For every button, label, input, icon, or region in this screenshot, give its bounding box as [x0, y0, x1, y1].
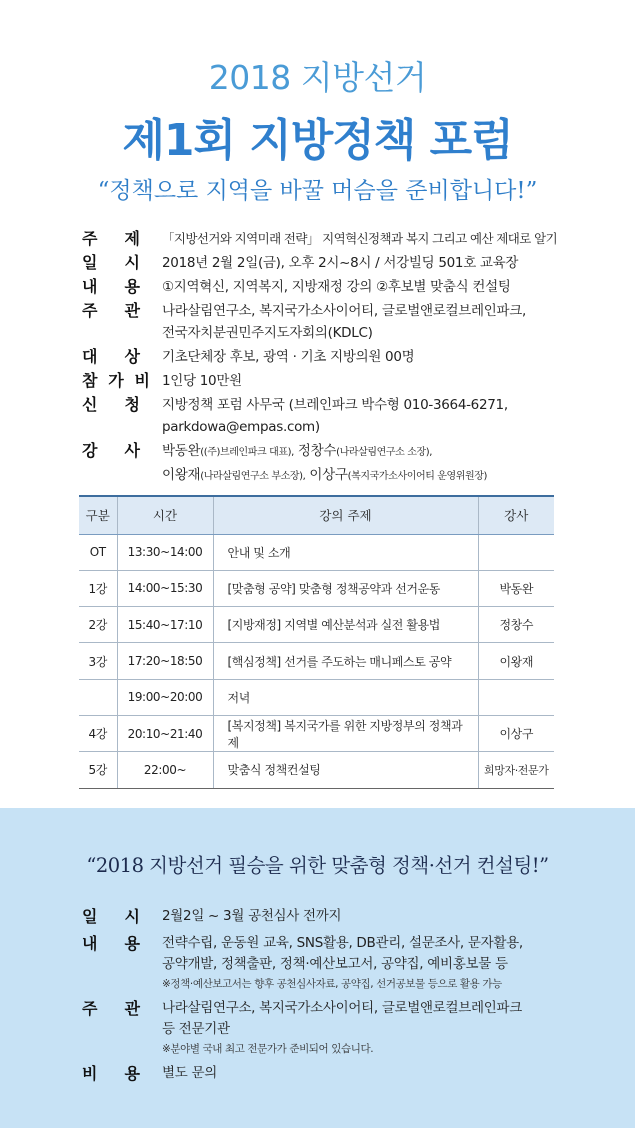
consulting-row-cost: [82, 1063, 562, 1085]
info-value-topic: 「지방선거와 지역미래 전략」 지역혁신정책과 복지 그리고 예산 제대로 알기: [162, 231, 558, 246]
lecturer-cell: 이상구: [478, 715, 554, 751]
consulting-value-cost: 별도 문의: [162, 1065, 217, 1081]
schedule-header-time: 시간: [117, 496, 213, 534]
schedule-header-row: [79, 496, 554, 534]
consulting-row-date: [82, 906, 562, 928]
info-value-lecturer: [162, 440, 487, 488]
topic-cell: [지방재정] 지역별 예산분석과 실전 활용법: [213, 607, 478, 643]
lecturer-note: (나라살림연구소 소장),: [336, 447, 433, 458]
lecturer-name: 이상구: [309, 467, 348, 483]
consulting-key-content: 내 용: [82, 934, 140, 953]
time-cell: 13:30~14:00: [117, 534, 213, 570]
schedule-header-session: 구분: [79, 496, 117, 534]
lecturer-cell: 이왕재: [478, 643, 554, 679]
info-key-lecturer: 강 사: [82, 441, 140, 460]
consulting-content-line1: 전략수립, 운동원 교육, SNS활용, DB관리, 설문조사, 문자활용,: [162, 935, 523, 951]
topic-cell: [복지정책] 복지국가를 위한 지방정부의 정책과제: [213, 715, 478, 751]
lecturer-cell: 정창수: [478, 607, 554, 643]
session-cell: OT: [79, 534, 117, 570]
forum-info: [82, 228, 562, 490]
table-row: [79, 570, 554, 606]
consulting-key-host: 주 관: [82, 999, 140, 1018]
consulting-value-date: 2월2일 ~ 3월 공천심사 전까지: [162, 908, 342, 924]
time-cell: 22:00~: [117, 752, 213, 788]
topic-cell: 맞춤식 정책컨설팅: [213, 752, 478, 788]
info-value-date: 2018년 2월 2일(금), 오후 2시~8시 / 서강빌딩 501호 교육장: [162, 255, 519, 271]
topic-cell: 안내 및 소개: [213, 534, 478, 570]
time-cell: 19:00~20:00: [117, 679, 213, 715]
session-cell: 3강: [79, 643, 117, 679]
info-value-host: [162, 300, 526, 344]
info-host-line2: 전국자치분권민주지도자회의(KDLC): [162, 325, 373, 341]
info-key-host: 주 관: [82, 301, 140, 320]
lecturer-note: (복지국가소사이어티 운영위원장): [347, 471, 488, 482]
consulting-key-date: 일 시: [82, 907, 140, 926]
topic-cell: [맞춤형 공약] 맞춤형 정책공약과 선거운동: [213, 570, 478, 606]
time-cell: 14:00~15:30: [117, 570, 213, 606]
event-title: 제1회 지방정책 포럼: [122, 115, 513, 166]
consulting-info: [82, 906, 562, 1090]
schedule-header-lecturer: 강사: [478, 496, 554, 534]
info-key-target: 대 상: [82, 347, 140, 366]
consulting-row-content: [82, 933, 562, 993]
consulting-content-line2: 공약개발, 정책출판, 정책·예산보고서, 공약집, 예비홍보물 등: [162, 956, 508, 972]
time-cell: 15:40~17:10: [117, 607, 213, 643]
lecturer-cell: 희망자·전문가: [478, 752, 554, 788]
consulting-key-cost: 비 용: [82, 1064, 140, 1083]
schedule-table: [79, 495, 554, 789]
session-cell: 5강: [79, 752, 117, 788]
table-row: [79, 715, 554, 751]
apply-email: parkdowa@empas.com): [162, 419, 320, 435]
info-host-line1: 나라살림연구소, 복지국가소사이어티, 글로벌앤로컬브레인파크,: [162, 303, 526, 319]
info-key-content: 내 용: [82, 277, 140, 296]
topic-cell: [핵심정책] 선거를 주도하는 매니페스토 공약: [213, 643, 478, 679]
info-key-fee: 참 가 비: [82, 371, 150, 390]
consulting-host-line2: 등 전문기관: [162, 1021, 230, 1037]
session-cell: 1강: [79, 570, 117, 606]
info-apply-line1: 지방정책 포럼 사무국 (브레인파크 박수형 010-3664-6271,: [162, 397, 508, 413]
time-cell: 20:10~21:40: [117, 715, 213, 751]
table-row: [79, 752, 554, 788]
info-row-fee: [82, 370, 562, 392]
table-row: [79, 679, 554, 715]
table-row: [79, 534, 554, 570]
info-row-date: [82, 252, 562, 274]
lecturer-cell: [478, 534, 554, 570]
lecturer-name: 정창수: [297, 443, 337, 459]
lecturer-cell: [478, 679, 554, 715]
info-row-content: [82, 276, 562, 298]
consulting-host-line1: 나라살림연구소, 복지국가소사이어티, 글로벌앤로컬브레인파크: [162, 1000, 522, 1016]
session-cell: 4강: [79, 715, 117, 751]
info-value-fee: 1인당 10만원: [162, 373, 242, 389]
info-value-content: ①지역혁신, 지역복지, 지방재정 강의 ②후보별 맞춤식 컨설팅: [162, 279, 511, 295]
info-row-topic: [82, 228, 562, 250]
consulting-host-note: ※분야별 국내 최고 전문가가 준비되어 있습니다.: [162, 1043, 374, 1055]
consulting-slogan: “2018 지방선거 필승을 위한 맞춤형 정책·선거 컨설팅!”: [86, 854, 549, 877]
topic-cell: 저녁: [213, 679, 478, 715]
info-value-apply: [162, 394, 508, 438]
info-key-apply: 신 청: [82, 395, 140, 414]
info-key-date: 일 시: [82, 253, 140, 272]
consulting-content-note: ※정책·예산보고서는 향후 공천심사자료, 공약집, 선거공보물 등으로 활용 가능: [162, 978, 502, 990]
info-row-lecturer: [82, 440, 562, 488]
session-cell: [79, 679, 117, 715]
event-slogan: “정책으로 지역을 바꿀 머슴을 준비합니다!”: [97, 178, 538, 204]
event-subtitle: 2018 지방선거: [208, 58, 427, 97]
info-row-apply: [82, 394, 562, 438]
info-value-target: 기초단체장 후보, 광역 · 기초 지방의원 00명: [162, 349, 415, 365]
session-cell: 2강: [79, 607, 117, 643]
table-row: [79, 607, 554, 643]
info-row-target: [82, 346, 562, 368]
consulting-value-content: [162, 933, 523, 993]
time-cell: 17:20~18:50: [117, 643, 213, 679]
info-key-topic: 주 제: [82, 229, 140, 248]
schedule-header-topic: 강의 주제: [213, 496, 478, 534]
lecturer-cell: 박동완: [478, 570, 554, 606]
info-row-host: [82, 300, 562, 344]
lecturer-name: 박동완: [162, 443, 201, 459]
consulting-value-host: [162, 998, 522, 1058]
consulting-row-host: [82, 998, 562, 1058]
lecturer-name: 이왕재: [162, 467, 201, 483]
consulting-section: [0, 808, 635, 1128]
table-row: [79, 643, 554, 679]
lecturer-note: ((주)브레인파크 대표),: [200, 447, 294, 458]
lecturer-note: (나라살림연구소 부소장),: [200, 471, 306, 482]
